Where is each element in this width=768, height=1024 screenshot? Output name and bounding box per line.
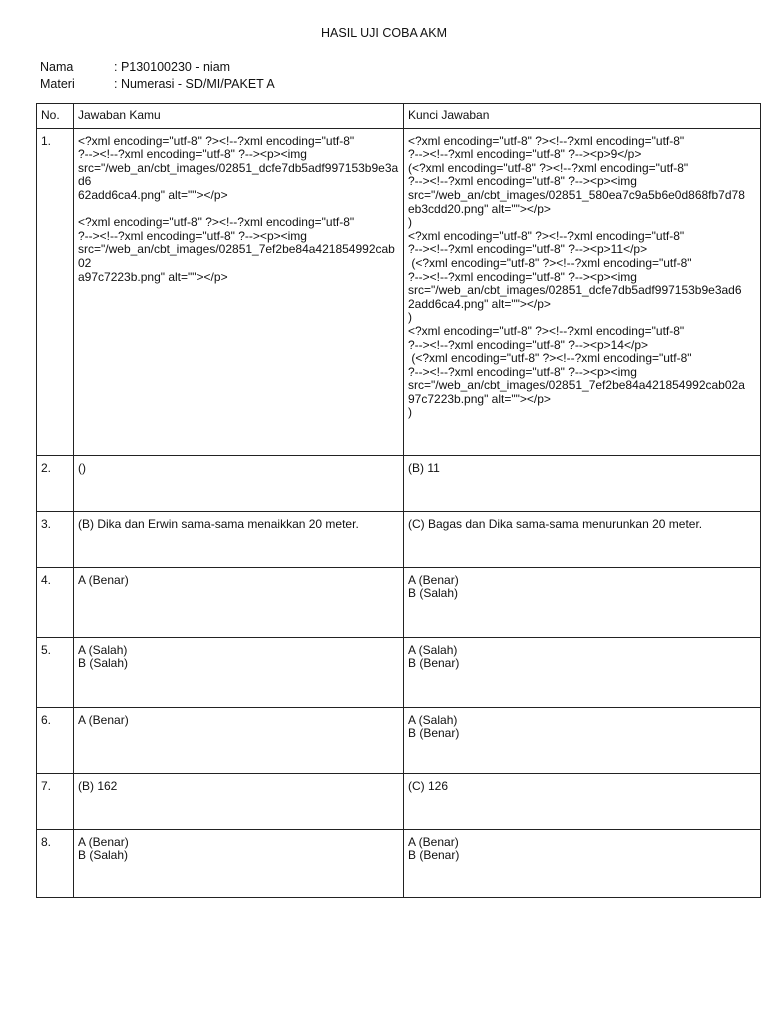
kunci-text: (C) 126 bbox=[408, 778, 449, 793]
jawaban-text: A (Benar) B (Salah) bbox=[78, 834, 129, 863]
row-number: 3. bbox=[37, 511, 74, 567]
materi-label: Materi bbox=[40, 77, 75, 91]
jawaban-text: A (Benar) bbox=[78, 572, 129, 587]
jawaban-text: (B) 162 bbox=[78, 778, 118, 793]
jawaban-cell bbox=[74, 829, 404, 897]
table-row bbox=[37, 511, 761, 567]
nama-value: : P130100230 - niam bbox=[114, 60, 231, 74]
jawaban-cell bbox=[74, 637, 404, 707]
table-row bbox=[37, 455, 761, 511]
row-number: 2. bbox=[37, 455, 74, 511]
row-number: 7. bbox=[37, 773, 74, 829]
jawaban-text: (B) Dika dan Erwin sama-sama menaikkan 20 meter. bbox=[78, 516, 359, 531]
materi-value: : Numerasi - SD/MI/PAKET A bbox=[114, 77, 275, 91]
kunci-text: A (Salah) B (Benar) bbox=[408, 642, 460, 671]
meta-materi-row bbox=[40, 78, 275, 92]
kunci-text: A (Salah) B (Benar) bbox=[408, 712, 460, 741]
kunci-cell bbox=[404, 773, 761, 829]
jawaban-cell bbox=[74, 128, 404, 455]
table-row bbox=[37, 128, 761, 455]
kunci-text: <?xml encoding="utf-8" ?><!--?xml encoding="utf-8" ?--><!--?xml encoding="utf-8" ?--><p>9</p> (<?xml encoding="utf-8" ?><!--?xml encoding="utf-8" ?--><!--?xml encoding="utf-8" ?--><p><img src="/web_an/cbt_images/02851_580ea7c9a5b6e0d868fb7d78 eb3cdd20.png" alt=""></p> ) <?xml encoding="utf-8" ?><!--?xml encoding="utf-8" ?--><!--?xml encoding="utf-8" ?--><p>11</p> (<?xml encoding="utf-8" ?><!--?xml encoding="utf-8" ?--><!--?xml encoding="utf-8" ?--><p><img src="/web_an/cbt_images/02851_dcfe7db5adf997153b9e3ad6 2add6ca4.png" alt=""></p> ) <?xml encoding="utf-8" ?><!--?xml encoding="utf-8" ?--><!--?xml encoding="utf-8" ?--><p>14</p> (<?xml encoding="utf-8" ?><!--?xml encoding="utf-8" ?--><!--?xml encoding="utf-8" ?--><p><img src="/web_an/cbt_images/02851_7ef2be84a421854992cab02a 97c7223b.png" alt=""></p> ) bbox=[408, 133, 745, 420]
answer-table bbox=[36, 103, 761, 898]
kunci-text: A (Benar) B (Benar) bbox=[408, 834, 460, 863]
row-number: 1. bbox=[37, 128, 74, 455]
jawaban-cell bbox=[74, 567, 404, 637]
row-number: 6. bbox=[37, 707, 74, 773]
jawaban-cell bbox=[74, 773, 404, 829]
kunci-cell bbox=[404, 455, 761, 511]
kunci-text: (B) 11 bbox=[408, 460, 440, 475]
meta-nama-row bbox=[40, 61, 230, 75]
jawaban-cell bbox=[74, 707, 404, 773]
jawaban-cell bbox=[74, 511, 404, 567]
jawaban-text: () bbox=[78, 460, 86, 475]
header-kunci-jawaban: Kunci Jawaban bbox=[404, 104, 761, 129]
table-row bbox=[37, 637, 761, 707]
jawaban-text: A (Salah) B (Salah) bbox=[78, 642, 129, 671]
kunci-cell bbox=[404, 511, 761, 567]
kunci-cell bbox=[404, 829, 761, 897]
jawaban-cell bbox=[74, 455, 404, 511]
row-number: 5. bbox=[37, 637, 74, 707]
header-jawaban-kamu: Jawaban Kamu bbox=[74, 104, 404, 129]
kunci-text: A (Benar) B (Salah) bbox=[408, 572, 459, 601]
kunci-cell bbox=[404, 637, 761, 707]
page-title: HASIL UJI COBA AKM bbox=[321, 26, 447, 40]
jawaban-text: <?xml encoding="utf-8" ?><!--?xml encoding="utf-8" ?--><!--?xml encoding="utf-8" ?--><p><img src="/web_an/cbt_images/02851_dcfe7db5adf997153b9e3ad6 62add6ca4.png" alt=""></p> <?xml encoding="utf-8" ?><!--?xml encoding="utf-8" ?--><!--?xml encoding="utf-8" ?--><p><img src="/web_an/cbt_images/02851_7ef2be84a421854992cab02 a97c7223b.png" alt=""></p> bbox=[78, 133, 399, 284]
table-header-row bbox=[37, 104, 761, 129]
row-number: 4. bbox=[37, 567, 74, 637]
jawaban-text: A (Benar) bbox=[78, 712, 129, 727]
table-row bbox=[37, 829, 761, 897]
row-number: 8. bbox=[37, 829, 74, 897]
kunci-cell bbox=[404, 128, 761, 455]
kunci-cell bbox=[404, 567, 761, 637]
kunci-cell bbox=[404, 707, 761, 773]
header-no: No. bbox=[37, 104, 74, 129]
nama-label: Nama bbox=[40, 60, 74, 74]
kunci-text: (C) Bagas dan Dika sama-sama menurunkan 20 meter. bbox=[408, 516, 703, 531]
table-row bbox=[37, 707, 761, 773]
table-row bbox=[37, 773, 761, 829]
table-row bbox=[37, 567, 761, 637]
